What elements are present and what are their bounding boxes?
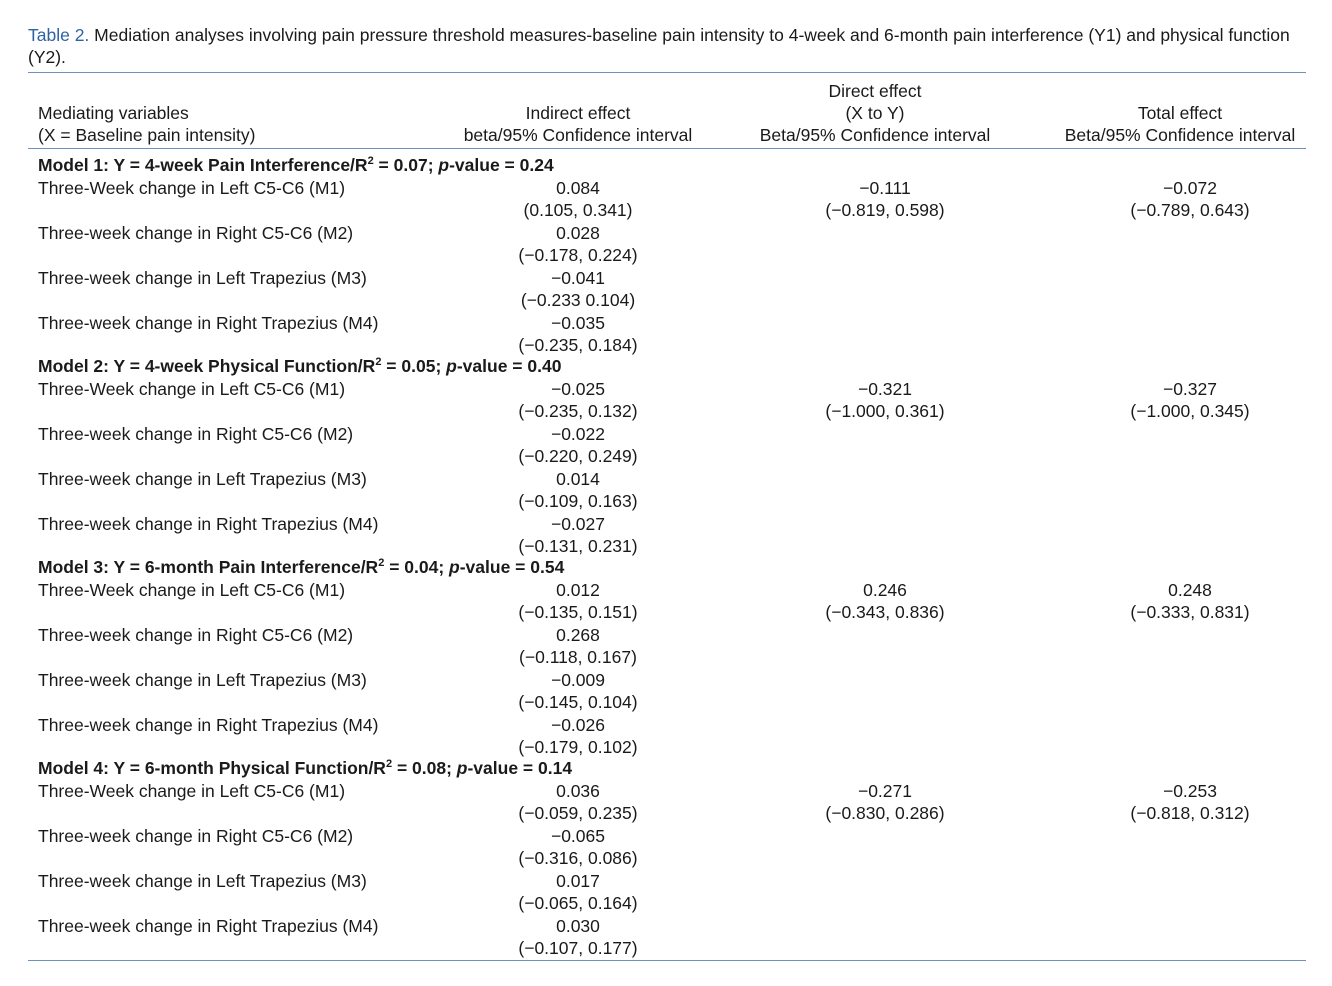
header-direct-effect: Direct effect	[828, 81, 922, 101]
header-total-effect: Total effect	[1137, 103, 1223, 123]
indirect-beta: 0.036	[556, 781, 600, 801]
model-title-text: Model 1: Y = 4-week Pain Interference/R	[38, 155, 368, 175]
header-direct-effect-xy: (X to Y)	[845, 103, 905, 123]
model-title	[38, 355, 561, 377]
indirect-ci: (−0.109, 0.163)	[518, 491, 638, 511]
bottom-rule	[28, 960, 1306, 961]
mediator-name: Three-Week change in Left C5-C6 (M1)	[38, 580, 346, 600]
table-caption	[28, 24, 1306, 68]
indirect-ci: (−0.178, 0.224)	[518, 245, 638, 265]
indirect-beta: −0.025	[550, 379, 605, 399]
table-label: Table 2.	[28, 25, 90, 45]
header-indirect-effect: Indirect effect	[525, 103, 631, 123]
indirect-ci: (−0.131, 0.231)	[518, 536, 638, 556]
model-title	[38, 757, 572, 779]
mediator-name: Three-week change in Right Trapezius (M4)	[38, 313, 379, 333]
total-beta: −0.327	[1162, 379, 1217, 399]
p-italic: p	[456, 758, 468, 778]
mediator-name: Three-week change in Left Trapezius (M3)	[38, 871, 367, 891]
model-title	[38, 154, 554, 176]
p-italic: p	[438, 155, 450, 175]
direct-beta: 0.246	[863, 580, 907, 600]
mediator-name: Three-week change in Right C5-C6 (M2)	[38, 223, 354, 243]
mediator-name: Three-week change in Left Trapezius (M3)	[38, 670, 367, 690]
mediator-name: Three-week change in Left Trapezius (M3)	[38, 469, 367, 489]
indirect-ci: (−0.316, 0.086)	[518, 848, 638, 868]
direct-ci: (−0.343, 0.836)	[825, 602, 945, 622]
indirect-ci: (−0.118, 0.167)	[519, 647, 637, 667]
r-squared-superscript: 2	[375, 356, 382, 368]
model-p-value: -value = 0.40	[456, 356, 562, 376]
total-ci: (−1.000, 0.345)	[1130, 401, 1250, 421]
indirect-ci: (−0.135, 0.151)	[518, 602, 638, 622]
mediator-name: Three-week change in Right C5-C6 (M2)	[38, 625, 354, 645]
mediator-name: Three-Week change in Left C5-C6 (M1)	[38, 781, 346, 801]
model-p-value: -value = 0.24	[449, 155, 554, 175]
model-title	[38, 556, 564, 578]
model-p-value: -value = 0.14	[467, 758, 573, 778]
mediator-name: Three-week change in Right C5-C6 (M2)	[38, 826, 354, 846]
mediator-name: Three-week change in Left Trapezius (M3)	[38, 268, 367, 288]
header-mediating-variables-sub: (X = Baseline pain intensity)	[38, 125, 256, 145]
header-rule	[28, 148, 1306, 149]
model-r-squared: = 0.04;	[384, 557, 450, 577]
model-title-text: Model 2: Y = 4-week Physical Function/R	[38, 356, 376, 376]
direct-beta: −0.321	[857, 379, 912, 399]
model-r-squared: = 0.05;	[381, 356, 447, 376]
model-r-squared: = 0.08;	[392, 758, 457, 778]
total-ci: (−0.818, 0.312)	[1130, 803, 1250, 823]
indirect-beta: 0.014	[556, 469, 600, 489]
indirect-ci: (−0.179, 0.102)	[518, 737, 638, 757]
indirect-ci: (−0.220, 0.249)	[518, 446, 638, 466]
indirect-ci: (0.105, 0.341)	[523, 200, 633, 220]
indirect-beta: 0.028	[556, 223, 600, 243]
total-beta: −0.253	[1162, 781, 1217, 801]
indirect-ci: (−0.235, 0.132)	[518, 401, 638, 421]
total-beta: 0.248	[1168, 580, 1212, 600]
p-italic: p	[449, 557, 460, 577]
mediator-name: Three-Week change in Left C5-C6 (M1)	[38, 379, 346, 399]
total-beta: −0.072	[1162, 178, 1217, 198]
mediator-name: Three-week change in Right Trapezius (M4)	[38, 916, 379, 936]
model-title-text: Model 4: Y = 6-month Physical Function/R	[38, 758, 386, 778]
indirect-beta: 0.012	[556, 580, 600, 600]
indirect-ci: (−0.235, 0.184)	[518, 335, 638, 355]
indirect-ci: (−0.059, 0.235)	[518, 803, 638, 823]
r-squared-superscript: 2	[367, 155, 374, 167]
direct-beta: −0.271	[857, 781, 912, 801]
indirect-ci: (−0.233 0.104)	[520, 290, 636, 310]
indirect-beta: 0.084	[556, 178, 600, 198]
model-r-squared: = 0.07;	[373, 155, 439, 175]
total-ci: (−0.789, 0.643)	[1130, 200, 1250, 220]
indirect-beta: −0.009	[550, 670, 605, 690]
indirect-beta: −0.065	[550, 826, 605, 846]
top-rule	[28, 72, 1306, 73]
indirect-beta: −0.027	[550, 514, 605, 534]
header-indirect-effect-sub: beta/95% Confidence interval	[463, 125, 693, 145]
indirect-beta: 0.030	[556, 916, 600, 936]
caption-text: Mediation analyses involving pain pressure threshold measures-baseline pain intensity to 4-week and 6-month pain interference (Y1) and physical function (Y2).	[28, 25, 1290, 67]
indirect-ci: (−0.065, 0.164)	[518, 893, 638, 913]
direct-ci: (−0.819, 0.598)	[825, 200, 945, 220]
mediator-name: Three-week change in Right C5-C6 (M2)	[38, 424, 354, 444]
indirect-beta: −0.041	[550, 268, 605, 288]
header-mediating-variables: Mediating variables	[38, 103, 189, 123]
indirect-beta: 0.268	[556, 625, 600, 645]
indirect-beta: 0.017	[556, 871, 600, 891]
r-squared-superscript: 2	[385, 758, 393, 770]
header-total-effect-sub: Beta/95% Confidence interval	[1064, 125, 1296, 145]
mediator-name: Three-Week change in Left C5-C6 (M1)	[38, 178, 346, 198]
indirect-ci: (−0.145, 0.104)	[518, 692, 638, 712]
direct-beta: −0.111	[859, 178, 911, 198]
indirect-ci: (−0.107, 0.177)	[518, 938, 638, 958]
mediator-name: Three-week change in Right Trapezius (M4)	[38, 514, 379, 534]
direct-ci: (−1.000, 0.361)	[825, 401, 945, 421]
total-ci: (−0.333, 0.831)	[1130, 602, 1250, 622]
p-italic: p	[446, 356, 457, 376]
model-p-value: -value = 0.54	[459, 557, 565, 577]
indirect-beta: −0.035	[550, 313, 605, 333]
header-direct-effect-sub: Beta/95% Confidence interval	[759, 125, 991, 145]
mediator-name: Three-week change in Right Trapezius (M4)	[38, 715, 379, 735]
indirect-beta: −0.022	[550, 424, 605, 444]
direct-ci: (−0.830, 0.286)	[825, 803, 945, 823]
r-squared-superscript: 2	[378, 557, 385, 569]
model-title-text: Model 3: Y = 6-month Pain Interference/R	[38, 557, 379, 577]
indirect-beta: −0.026	[550, 715, 605, 735]
